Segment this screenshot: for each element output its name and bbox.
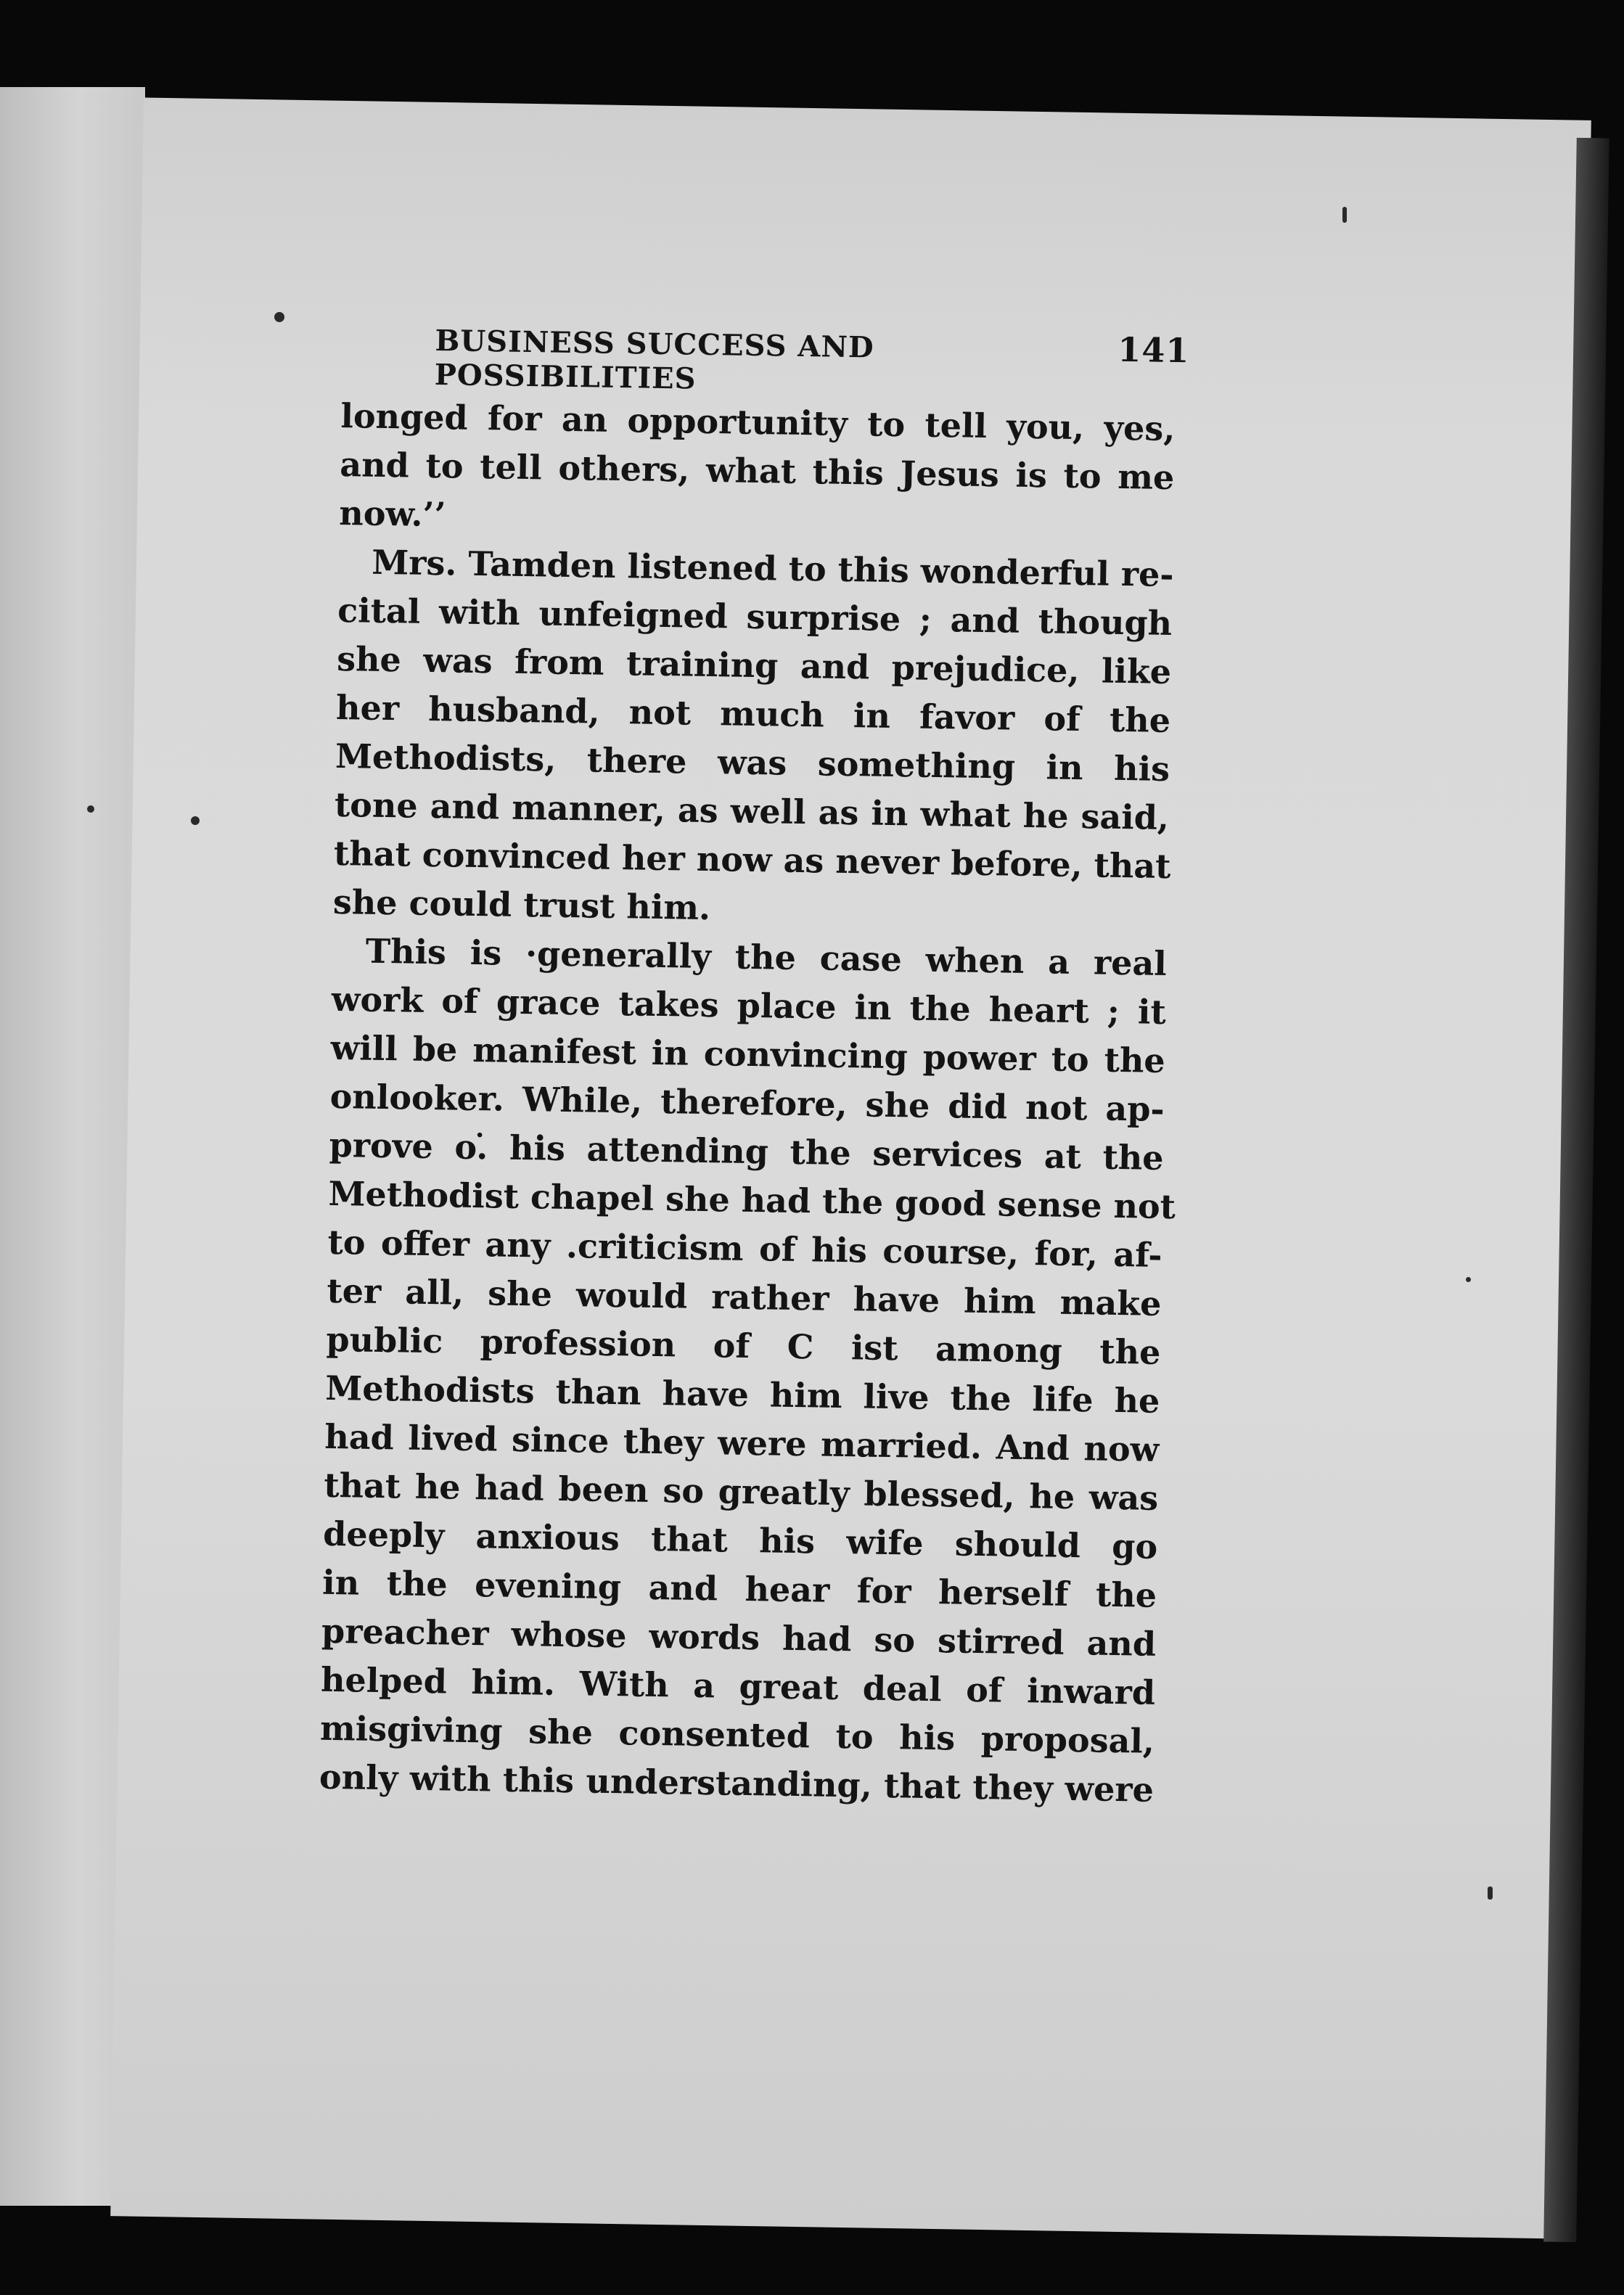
ink-speck	[1342, 207, 1347, 223]
text-line: work of grace takes place in the heart ; it	[331, 979, 1167, 1032]
text-line: she could trust him.	[332, 882, 711, 928]
text-line: that convinced her now as never before, that	[333, 833, 1171, 887]
text-line: only with this understanding, that they were	[319, 1757, 1155, 1810]
text-line: that he had been so greatly blessed, he was	[323, 1465, 1159, 1518]
text-line: prove o.̇ his attending the services at the	[329, 1125, 1164, 1178]
text-line: she was from training and prejudice, like	[336, 639, 1172, 692]
text-line: Methodists, there was something in his	[335, 736, 1170, 789]
text-line: deeply anxious that his wife should go	[322, 1514, 1158, 1567]
text-line: now.’’	[338, 493, 446, 535]
paragraph-2	[332, 538, 1173, 940]
paragraph-1	[339, 392, 1176, 551]
text-line: onlooker. While, therefore, she did not ap-	[329, 1076, 1165, 1129]
text-line: cital with unfeigned surprise ; and though	[337, 590, 1173, 644]
ink-speck	[1488, 1887, 1493, 1900]
text-line: helped him. With a great deal of inward	[320, 1659, 1156, 1712]
body-text	[319, 392, 1175, 1815]
ink-speck	[191, 816, 200, 825]
ink-speck	[274, 312, 284, 322]
text-line: misgiving she consented to his proposal,	[319, 1708, 1155, 1761]
text-line: and to tell others, what this Jesus is to me	[340, 444, 1175, 498]
text-line: Methodist chapel she had the good sense not	[328, 1173, 1176, 1227]
text-line: ter all, she would rather have him make	[327, 1270, 1162, 1323]
ink-speck	[1466, 1277, 1471, 1282]
text-line: Methodists than have him live the life he	[325, 1368, 1160, 1421]
text-line: will be manifest in convincing power to the	[330, 1027, 1166, 1080]
running-head-title: BUSINESS SUCCESS AND POSSIBILITIES	[434, 323, 875, 396]
text-line: preacher whose words had so stirred and	[321, 1611, 1157, 1664]
text-line: had lived since they were married. And now	[324, 1416, 1160, 1469]
paragraph-3	[319, 927, 1176, 1815]
text-line: to offer any .criticism of his course, for, af-	[327, 1222, 1162, 1275]
text-line: her husband, not much in favor of the	[335, 687, 1171, 741]
text-line: longed for an opportunity to tell you, yes,	[340, 395, 1176, 449]
text-line: Mrs. Tamden listened to this wonderful re-	[371, 542, 1174, 595]
page-number: 141	[1117, 329, 1190, 371]
text-line: This is ·generally the case when a real	[365, 931, 1168, 983]
text-line: in the evening and hear for herself the	[321, 1562, 1157, 1615]
running-head	[434, 319, 1189, 403]
text-line: public profession of C ist among the	[326, 1319, 1161, 1372]
ink-speck	[87, 805, 94, 813]
text-line: tone and manner, as well as in what he said,	[334, 784, 1170, 837]
